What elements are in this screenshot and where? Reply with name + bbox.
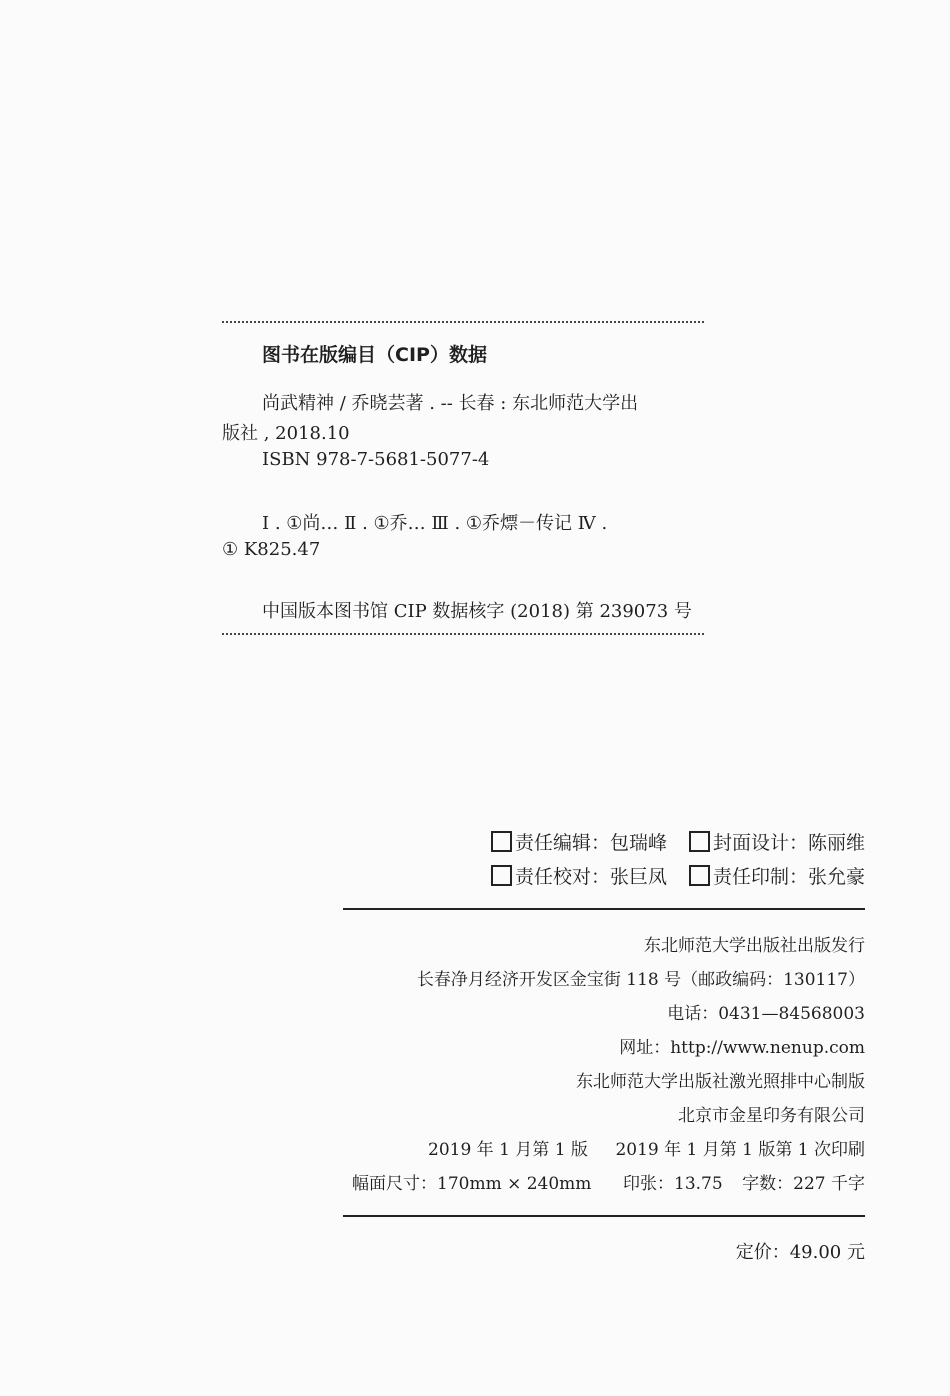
credit-editor: 责任编辑：包瑞峰 [491, 828, 667, 855]
edition-info: 2019 年 1 月第 1 版 [428, 1140, 588, 1160]
price: 定价：49.00 元 [735, 1242, 865, 1263]
cip-isbn: ISBN 978-7-5681-5077-4 [262, 449, 490, 470]
sheets-info: 印张：13.75 [623, 1174, 723, 1194]
cip-classification-1: Ⅰ . ①尚… Ⅱ . ①乔… Ⅲ . ①乔熛－传记 Ⅳ . [262, 513, 608, 534]
publisher-issuer: 东北师范大学出版社出版发行 [644, 936, 865, 956]
credits-row-2 [491, 862, 865, 889]
credit-proofreader: 责任校对：张巨凤 [491, 862, 667, 889]
cip-classification-2: ① K825.47 [222, 539, 321, 560]
top-dotted-divider [222, 321, 704, 323]
publisher-top-rule [343, 908, 865, 910]
publisher-website: 网址：http://www.nenup.com [619, 1038, 865, 1058]
cip-line-2: 版社 , 2018.10 [222, 423, 350, 444]
publisher-phone: 电话：0431—84568003 [667, 1004, 865, 1024]
cip-line-1: 尚武精神 / 乔晓芸著 . -- 长春 : 东北师范大学出 [262, 393, 639, 414]
credit-print-supervisor: 责任印制：张允豪 [689, 862, 865, 889]
publisher-printer: 北京市金星印务有限公司 [678, 1106, 865, 1126]
printing-info: 2019 年 1 月第 1 版第 1 次印刷 [615, 1140, 865, 1160]
publisher-address: 长春净月经济开发区金宝街 118 号（邮政编码：130117） [416, 970, 865, 990]
publisher-typesetting: 东北师范大学出版社激光照排中心制版 [576, 1072, 865, 1092]
wordcount-info: 字数：227 千字 [742, 1174, 865, 1194]
cip-record-number: 中国版本图书馆 CIP 数据核字 (2018) 第 239073 号 [262, 601, 692, 622]
format-info: 幅面尺寸：170mm × 240mm [352, 1174, 592, 1194]
bottom-dotted-divider [222, 633, 704, 635]
cip-title: 图书在版编目（CIP）数据 [262, 344, 487, 366]
credits-row-1 [491, 828, 865, 855]
credit-cover-design: 封面设计：陈丽维 [689, 828, 865, 855]
publisher-bottom-rule [343, 1215, 865, 1217]
checkbox-square-icon [491, 831, 512, 852]
checkbox-square-icon [491, 865, 512, 886]
checkbox-square-icon [689, 831, 710, 852]
checkbox-square-icon [689, 865, 710, 886]
